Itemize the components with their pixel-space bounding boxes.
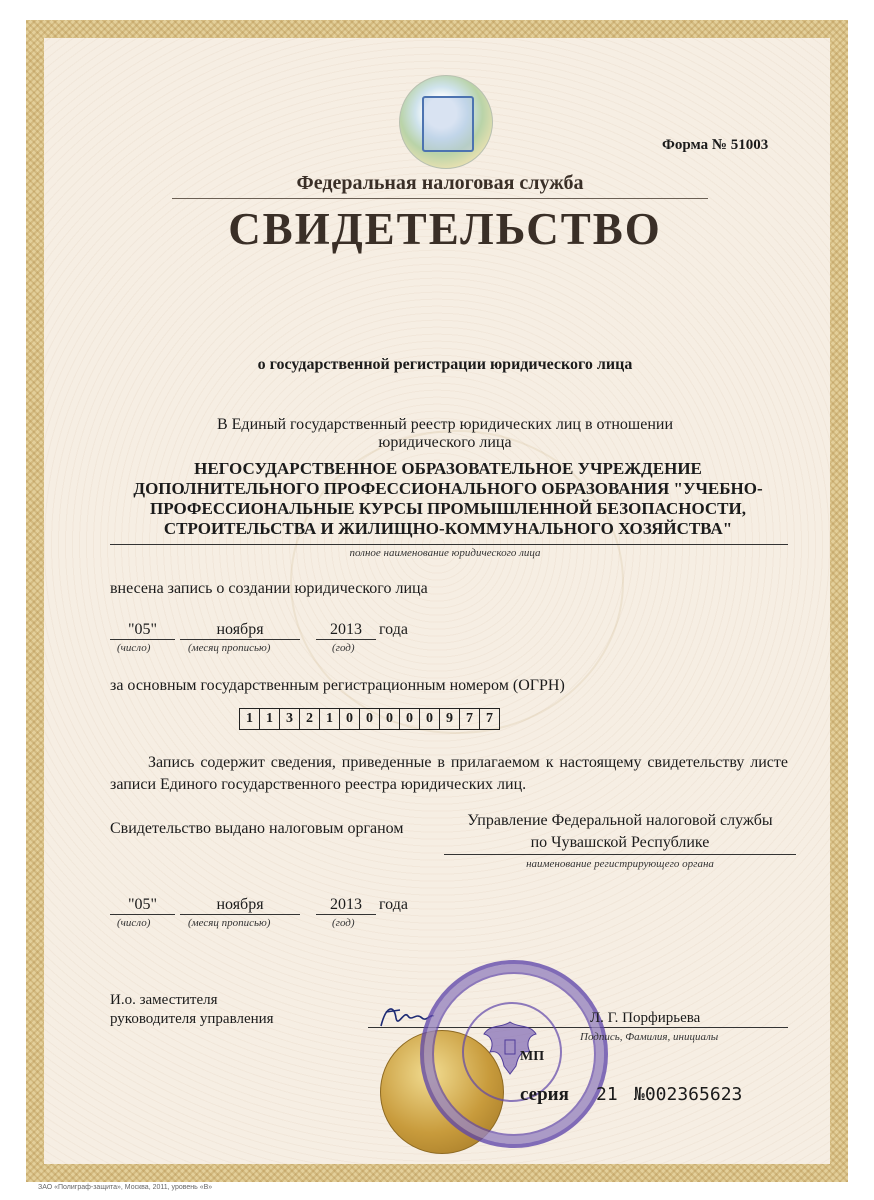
caption-year: (год) bbox=[332, 917, 355, 929]
ogrn-digit: 0 bbox=[360, 709, 380, 729]
document-subtitle: о государственной регистрации юридического лица bbox=[257, 356, 633, 373]
caption-sign: Подпись, Фамилия, инициалы bbox=[580, 1031, 719, 1043]
issuer-line-2: по Чувашской Республике bbox=[530, 834, 710, 851]
deputy-title-1: И.о. заместителя bbox=[110, 992, 218, 1008]
divider-line bbox=[172, 198, 708, 199]
caption-month: (месяц прописью) bbox=[188, 917, 271, 929]
date2-year-line bbox=[316, 914, 376, 915]
date1-year: 2013 bbox=[330, 621, 362, 638]
ogrn-digit: 3 bbox=[280, 709, 300, 729]
ogrn-digit: 1 bbox=[320, 709, 340, 729]
caption-day: (число) bbox=[117, 642, 151, 654]
entry-text: внесена запись о создании юридического лица bbox=[110, 580, 428, 597]
date1-suffix: года bbox=[379, 621, 408, 638]
stamp-place-label: МП bbox=[520, 1049, 545, 1064]
issuer-underline bbox=[444, 854, 796, 855]
date2-year: 2013 bbox=[330, 896, 362, 913]
signer-name: Л. Г. Порфирьева bbox=[590, 1010, 701, 1026]
date2-month-line bbox=[180, 914, 300, 915]
ogrn-digit: 7 bbox=[460, 709, 480, 729]
intro-line-1: В Единый государственный реестр юридических лиц в отношении bbox=[216, 416, 673, 433]
official-stamp bbox=[420, 960, 608, 1148]
deputy-title-2: руководителя управления bbox=[110, 1011, 274, 1027]
caption-year: (год) bbox=[332, 642, 355, 654]
ogrn-digit: 7 bbox=[486, 711, 493, 726]
ogrn-label: за основным государственным регистрационным номером (ОГРН) bbox=[110, 677, 565, 694]
caption-full-name: полное наименование юридического лица bbox=[349, 547, 541, 559]
date2-suffix: года bbox=[379, 896, 408, 913]
form-number bbox=[662, 137, 768, 154]
org-line: ДОПОЛНИТЕЛЬНОГО ПРОФЕССИОНАЛЬНОГО ОБРАЗОВАНИЯ "УЧЕБНО- bbox=[133, 479, 763, 498]
date1-month-line bbox=[180, 639, 300, 640]
coat-of-arms-icon bbox=[422, 96, 474, 152]
org-line: НЕГОСУДАРСТВЕННОЕ ОБРАЗОВАТЕЛЬНОЕ УЧРЕЖДЕНИЕ bbox=[194, 459, 702, 478]
series-label: серия bbox=[520, 1084, 569, 1105]
caption-month: (месяц прописью) bbox=[188, 642, 271, 654]
caption-day: (число) bbox=[117, 917, 151, 929]
form-number-value: № 51003 bbox=[711, 137, 769, 153]
ogrn-digit: 0 bbox=[340, 709, 360, 729]
ogrn-digit: 9 bbox=[440, 709, 460, 729]
printer-note: ЗАО «Полиграф-защита», Москва, 2011, уровень «В» bbox=[38, 1184, 213, 1191]
date1-year-line bbox=[316, 639, 376, 640]
intro-line-2: юридического лица bbox=[378, 434, 512, 451]
ogrn-digit: 0 bbox=[420, 709, 440, 729]
caption-issuer: наименование регистрирующего органа bbox=[526, 858, 714, 870]
certificate-number: №002365623 bbox=[634, 1084, 743, 1105]
date2-day-line bbox=[110, 914, 175, 915]
date2-day: "05" bbox=[127, 896, 158, 913]
org-line: СТРОИТЕЛЬСТВА И ЖИЛИЩНО-КОММУНАЛЬНОГО ХОЗЯЙСТВА" bbox=[163, 519, 733, 538]
ogrn-digit: 1 bbox=[260, 709, 280, 729]
series-number: 21 bbox=[596, 1084, 618, 1105]
date1-day: "05" bbox=[127, 621, 158, 638]
ogrn-number bbox=[239, 708, 500, 730]
issuer-line-1: Управление Федеральной налоговой службы bbox=[467, 812, 773, 829]
ogrn-digit: 0 bbox=[380, 709, 400, 729]
date1-month: ноября bbox=[216, 621, 264, 638]
org-underline bbox=[110, 544, 788, 545]
ogrn-digit: 1 bbox=[240, 709, 260, 729]
eagle-emblem-icon bbox=[480, 1014, 540, 1080]
date2-month: ноября bbox=[216, 896, 264, 913]
organization-full-name bbox=[110, 459, 786, 539]
hologram-emblem bbox=[399, 75, 493, 169]
org-line: ПРОФЕССИОНАЛЬНЫЕ КУРСЫ ПРОМЫШЛЕННОЙ БЕЗОПАСНОСТИ, bbox=[149, 499, 746, 518]
ogrn-digit: 2 bbox=[300, 709, 320, 729]
document-title: СВИДЕТЕЛЬСТВО bbox=[228, 204, 662, 254]
record-text: Запись содержит сведения, приведенные в прилагаемом к настоящему свидетельству листе записи Единого государственного реестра юридических лиц. bbox=[110, 754, 788, 793]
agency-name: Федеральная налоговая служба bbox=[296, 172, 584, 194]
date1-day-line bbox=[110, 639, 175, 640]
ogrn-digit: 0 bbox=[400, 709, 420, 729]
issued-text: Свидетельство выдано налоговым органом bbox=[110, 820, 404, 837]
form-label: Форма bbox=[662, 137, 709, 153]
